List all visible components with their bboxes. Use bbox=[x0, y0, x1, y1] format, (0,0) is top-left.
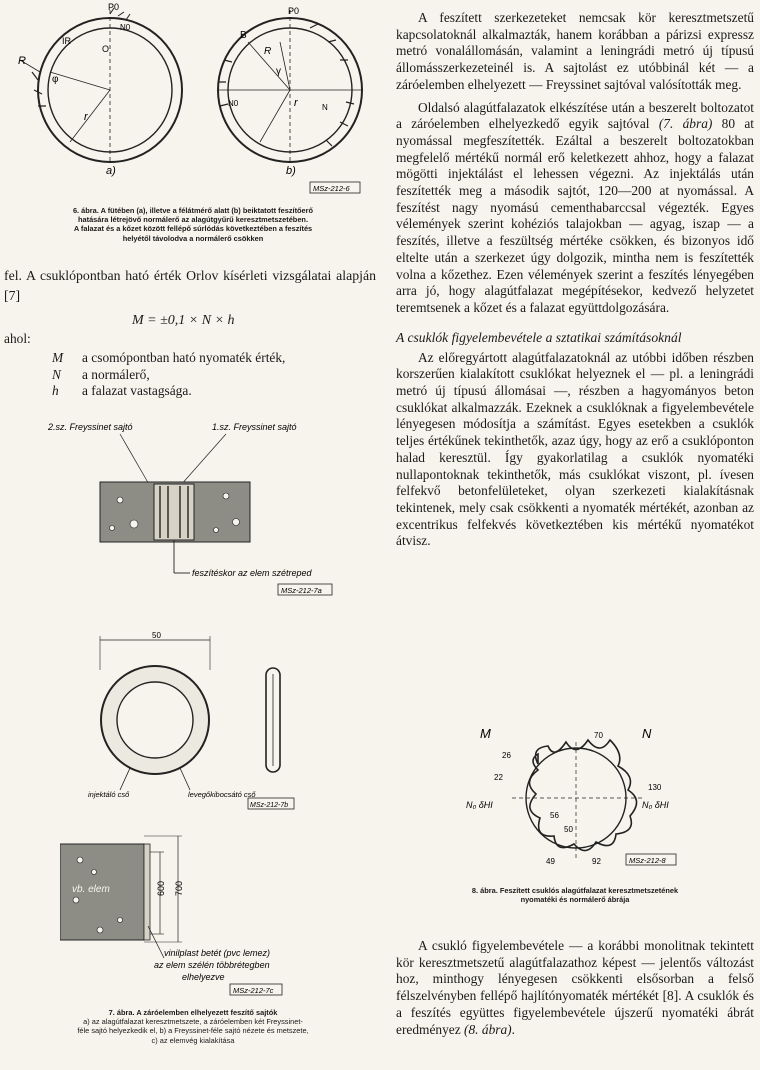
text-paragraph: Az előregyártott alagútfalazatoknál az utóbbi időben részben korszerűen kialakított csuklókat helyeznek el — pl. a leningrádi metró új típusú állomásai —, részben a hagyományos beton csuklókat alkalmazzák. Ezeknek a csuklóknak a figyelembevétele lényegesen módosítja a számítást. Egyes esetekben a csuklók teljes értékűnek tekinthetők, azaz úgy, hogy az erő a csuklóponton halad keresztül. Így gyakorlatilag a csuklók nyomatéki nullapontoknak tekinthetők, más csuklókat viszont, pl. ívesen felfekvő betonfelületeket, olyan szerkezeti kialakításnak tekintenek, mely csak csökkenti a nyomaték mértékét, azonban az excentrikus felfekvés következtében kis mértékű nyomatékot átvisz. bbox=[396, 349, 754, 549]
fig8-v70: 70 bbox=[594, 731, 603, 740]
fig6b-letter-N0: N0 bbox=[228, 99, 239, 108]
section-heading: A csuklók figyelembevétele a sztatikai számításoknál bbox=[396, 329, 682, 345]
fig8-label-M: M bbox=[480, 726, 491, 741]
caption-line: 6. ábra. A fütében (a), illetve a félátmérő alatt (b) beiktatott feszítőerő bbox=[72, 206, 314, 215]
fig7a-label-feszites: feszítéskor az elem szétreped bbox=[192, 568, 312, 578]
fig7c-dim-600: 600 bbox=[156, 880, 166, 896]
fig6b-letter-B: B bbox=[240, 30, 247, 41]
fig6-label-a: a) bbox=[106, 165, 116, 177]
caption-line: nyomatéki és normálerő ábrája bbox=[520, 895, 630, 905]
figure-8 bbox=[466, 720, 686, 870]
fig7c-label-vinil2: az elem szélén többrétegben bbox=[154, 960, 270, 970]
fig6b-letter-N: N bbox=[322, 103, 328, 112]
fig8-tag: MSz-212-8 bbox=[629, 856, 666, 865]
right-text-block bbox=[396, 10, 754, 550]
figure-6-caption bbox=[4, 206, 382, 243]
fig8-label-right: N₀ δHI bbox=[642, 800, 669, 810]
fig7b-tag: MSz-212-7b bbox=[250, 802, 289, 809]
figure-6a-ring bbox=[20, 8, 182, 162]
caption-line: 8. ábra. Feszített csuklós alagútfalazat keresztmetszetének bbox=[471, 886, 679, 895]
fig8-v49: 49 bbox=[546, 857, 555, 866]
fig8-v56: 56 bbox=[550, 811, 559, 820]
fig6-letter-phi: φ bbox=[52, 74, 59, 85]
fig8-label-N: N bbox=[642, 726, 652, 741]
fig8-label-left: N₀ δHI bbox=[466, 800, 493, 810]
fig8-v22: 22 bbox=[494, 773, 503, 782]
fig6-letter-r: r bbox=[84, 111, 88, 123]
fig6-letter-O: O bbox=[102, 44, 110, 54]
fig7c-label-vinil: vinilplast betét (pvc lemez) bbox=[164, 948, 271, 958]
text-paragraph: Oldalsó alagútfalazatok elkészítése után a beszerelt boltozatot a záróelemben elhelyezkedő egyik sajtóval (7. ábra) 80 at nyomással megfeszítették. Ezáltal a beszerelt boltozatokban megfelelő mértékű normál erő keletkezett ahhoz, hogy a falazat mögötti injektálást el lehessen végezni. Az injektálás után feszítették meg a második sajtót, 120—200 at nyomással. A feszítést nagy nyomású cementhabarccsal végezték. Egyes vélemények szerint kohéziós talajokban — agyag, iszap — a feszítés, illetve a feszültség mértéke csökken, és bizonyos idő eltelte után a szerkezet úgy dolgozik, mintha nem is feszítették volna a kőzethez. Ezen vélemények szerint a feszítés lényegében arra jó, hogy alagútfalazat megépítésekor, kedvező helyzetet teremtsenek a kőzet és a falazat együttdolgozására. bbox=[396, 99, 754, 315]
figure-8-caption bbox=[396, 886, 754, 904]
caption-line: a) az alagútfalazat keresztmetszete, a záróelemben két Freyssinet- bbox=[83, 1017, 303, 1027]
right-bottom-text bbox=[396, 938, 754, 1038]
caption-title: 7. ábra. A záróelemben elhelyezett feszítő sajtók bbox=[108, 1008, 278, 1017]
definition-row: M a csomópontban ható nyomaték érték, bbox=[52, 350, 286, 365]
text-paragraph: A csukló figyelembevétele — a korábbi monolitnak tekintett kör keresztmetszetű alagútfalazathoz képest — jelentős változást hoz, minthogy lényegesen csökkenti elsősorban a felső félszelvényben fellépő hajlítónyomaték mértékét [8]. A csuklók és a feszítés együttes figyelembevétele újszerű nyomatéki ábrát eredményez (8. ábra). bbox=[396, 938, 754, 1037]
fig7a-label-1sz: 1.sz. Freyssinet sajtó bbox=[212, 422, 297, 432]
fig8-v50: 50 bbox=[564, 825, 573, 834]
fig7c-label-vb: vb. elem bbox=[72, 884, 110, 895]
fig6b-letter-gamma: γ bbox=[276, 66, 281, 77]
definitions-list bbox=[52, 350, 372, 400]
figure-7-caption bbox=[4, 1008, 382, 1045]
definition-row: h a falazat vastagsága. bbox=[52, 383, 192, 398]
fig8-v130: 130 bbox=[648, 783, 662, 792]
figure-7a bbox=[40, 418, 340, 598]
fig6-letter-R: R bbox=[18, 55, 26, 67]
fig7c-label-vinil3: elhelyezve bbox=[182, 972, 225, 982]
fig8-v92: 92 bbox=[592, 857, 601, 866]
right-column bbox=[396, 0, 756, 1070]
fig6-letter-IR: IR bbox=[62, 36, 71, 46]
fig7b-label-leveg: levegőkibocsátó cső bbox=[188, 790, 256, 799]
caption-line: c) az elemvég kialakítása bbox=[151, 1035, 235, 1045]
figure-6 bbox=[10, 2, 380, 202]
fig7a-label-2sz: 2.sz. Freyssinet sajtó bbox=[48, 422, 133, 432]
caption-line: féle sajtó helyezkedik el, b) a Freyssinet-féle sajtó nézete és metszete, bbox=[77, 1026, 309, 1036]
fig7b-label-injek: injektáló cső bbox=[88, 790, 130, 799]
fig7c-tag: MSz-212-7c bbox=[233, 986, 274, 995]
figure-7b bbox=[80, 630, 300, 818]
fig6-letter-N0: N0 bbox=[120, 23, 131, 32]
fig6b-letter-R: R bbox=[264, 46, 272, 57]
fig8-v26: 26 bbox=[502, 751, 511, 760]
fig7b-dim-50: 50 bbox=[152, 631, 161, 640]
fig7a-tag: MSz-212-7a bbox=[281, 586, 322, 595]
ahol-label: ahol: bbox=[4, 331, 31, 346]
figure-7c bbox=[60, 830, 320, 1006]
left-paragraph bbox=[4, 266, 376, 306]
caption-line: A falazat és a kőzet között fellépő súrlódás következtében a feszítés bbox=[73, 224, 313, 234]
definition-row: N a normálerő, bbox=[52, 366, 150, 382]
caption-line: hatására létrejövő normálerő az alagútgyűrű keresztmetszetében. bbox=[77, 215, 308, 225]
fig6b-letter-r: r bbox=[294, 97, 298, 109]
fig6-letter-P0: P0 bbox=[108, 2, 120, 12]
text-paragraph: A feszített szerkezeteket nemcsak kör keresztmetszetű kapcsolatoknál alkalmazták, hanem korábban a párizsi expressz metró vonalállomásán, valamint a leningrádi metró új típusú állomásszerkezeteinél is. A sajtolást ez utóbbinál két — a záróelemben elhelyezett — Freyssinet sajtóval valósították meg. bbox=[396, 10, 754, 92]
fig6b-letter-P0: P0 bbox=[288, 6, 300, 16]
formula: M = ±0,1 × N × h bbox=[132, 313, 235, 328]
caption-line: helyétől távolodva a normálerő csökken bbox=[122, 233, 264, 243]
text-paragraph: fel. A csuklópontban ható érték Orlov kísérleti vizsgálatai alapján [7] bbox=[4, 268, 376, 303]
fig6-label-b: b) bbox=[286, 165, 296, 177]
fig6-tag: MSz-212-6 bbox=[313, 184, 350, 193]
fig7c-dim-700: 700 bbox=[174, 880, 184, 896]
